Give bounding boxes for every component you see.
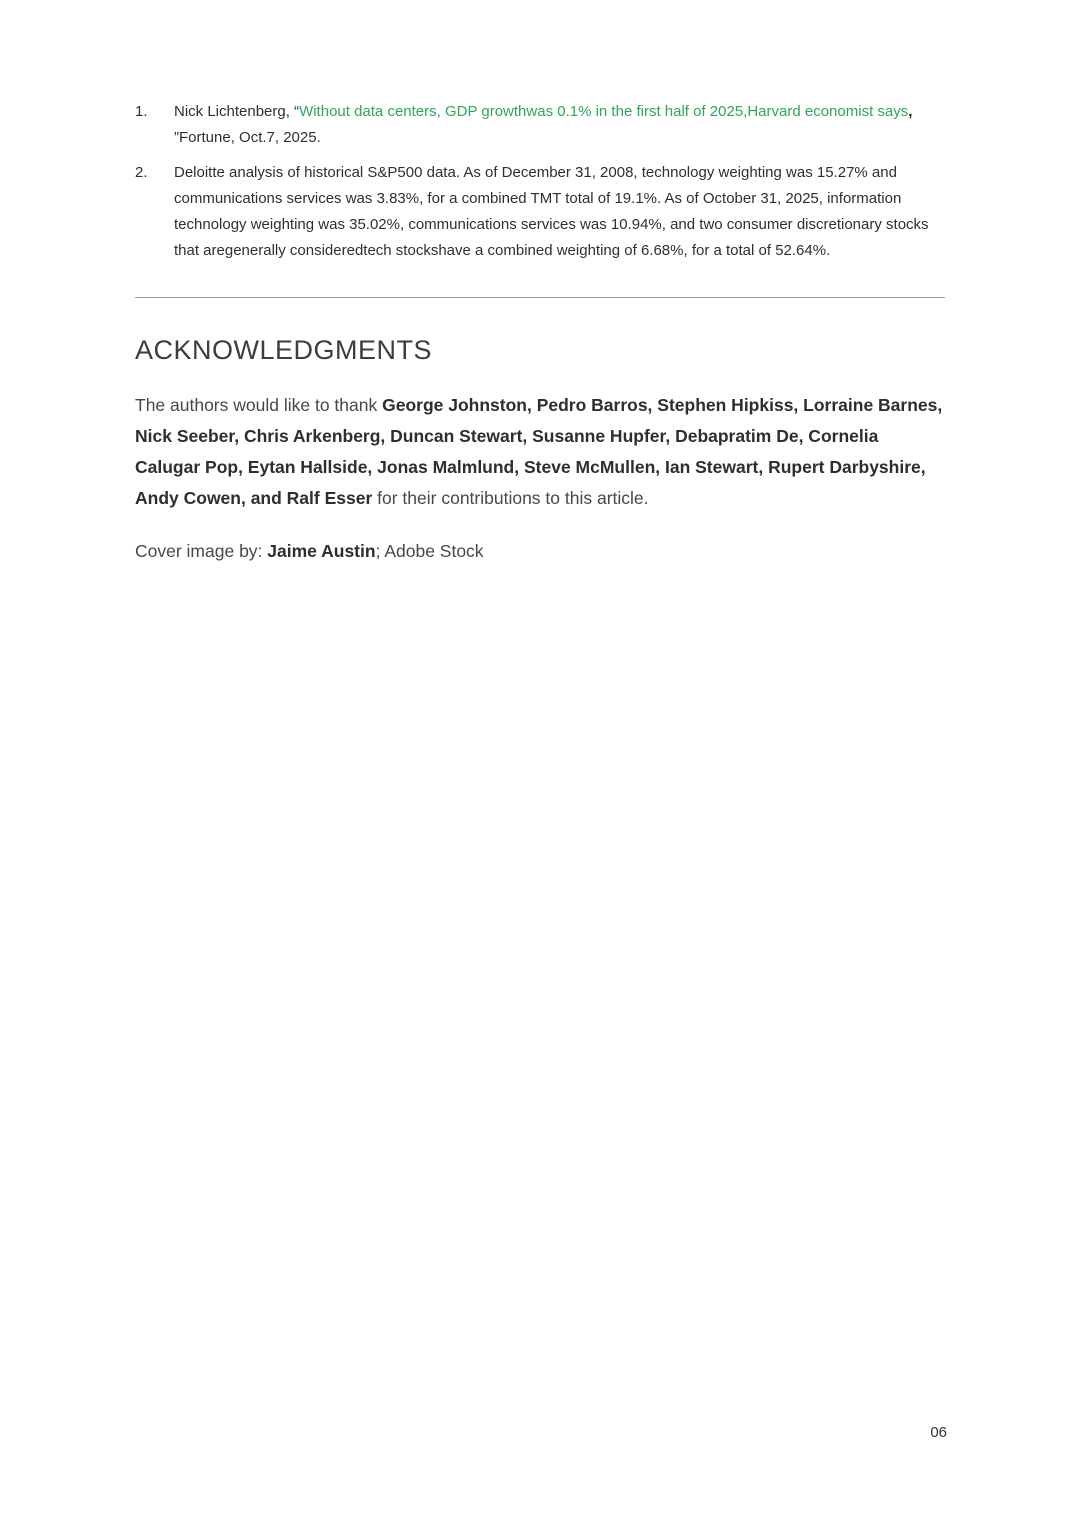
footnote-number: 1. [135, 103, 148, 120]
ack-text-post: for their contributions to this article. [372, 488, 649, 508]
footnote-text [174, 99, 947, 151]
footnote-text-post: ”Fortune, Oct.7, 2025. [174, 129, 321, 146]
page-content [0, 0, 1080, 567]
footnote-item-2 [135, 160, 947, 264]
ack-contributor-names: George Johnston, Pedro Barros, Stephen Hipkiss, Lorraine Barnes, Nick Seeber, Chris Arkenberg, Duncan Stewart, Susanne Hupfer, Debapratim De, Cornelia Calugar Pop, Eytan Hallside, Jonas Malmlund, Steve McMullen, Ian Stewart, Rupert Darbyshire, Andy Cowen, and Ralf Esser [135, 395, 943, 508]
acknowledgments-heading: ACKNOWLEDGMENTS [135, 335, 433, 365]
footnote-text: Deloitte analysis of historical S&P500 data. As of December 31, 2008, technology weighting was 15.27% and communications services was 3.83%, for a combined TMT total of 19.1%. As of October 31, 2025, information technology weighting was 35.02%, communications services was 10.94%, and two consumer discretionary stocks that aregenerally consideredtech stockshave a combined weighting of 6.68%, for a total of 52.64%. [174, 164, 929, 259]
footnote-text-pre: Nick Lichtenberg, “ [174, 103, 300, 120]
footnote-item-1 [135, 99, 947, 151]
footnote-list [135, 99, 947, 264]
footnote-text-mid: , [908, 103, 913, 120]
footnote-article-link[interactable]: Without data centers, GDP growthwas 0.1% in the first half of 2025,Harvard economist says [299, 103, 909, 120]
page-number: 06 [930, 1424, 947, 1441]
cover-credit-name: Jaime Austin [267, 541, 376, 561]
section-divider [135, 297, 945, 298]
cover-credit-line [135, 536, 947, 567]
footnote-number: 2. [135, 164, 148, 181]
acknowledgments-paragraph [135, 390, 945, 514]
cover-credit-pre: Cover image by: [135, 541, 268, 561]
ack-text-pre: The authors would like to thank [135, 395, 383, 415]
cover-credit-post: ; Adobe Stock [375, 541, 484, 561]
